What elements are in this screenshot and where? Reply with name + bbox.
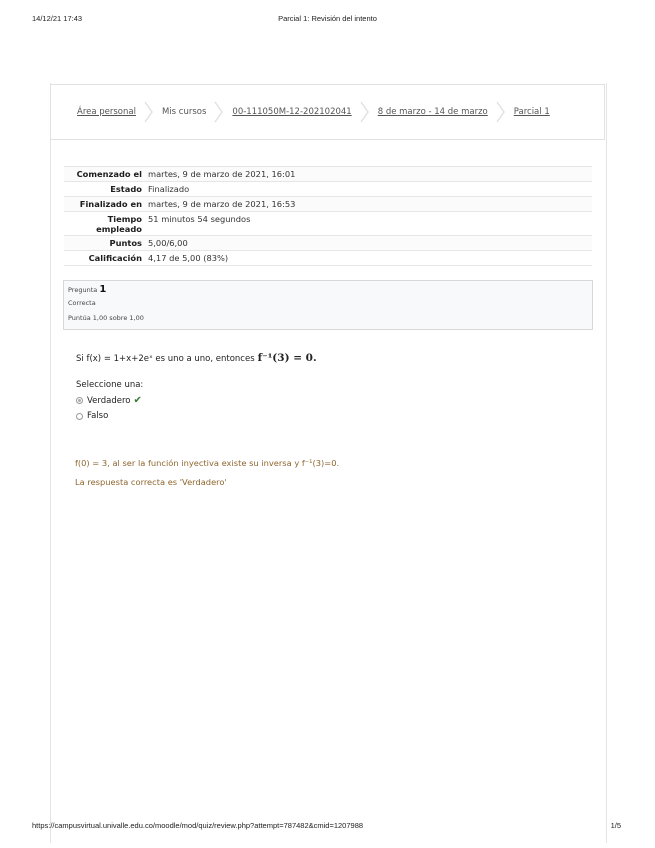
question-text	[76, 352, 317, 364]
breadcrumb-link[interactable]: 00-111050M-12-202102041	[232, 107, 352, 117]
check-icon: ✔	[133, 395, 142, 406]
right-answer: La respuesta correcta es 'Verdadero'	[75, 477, 227, 487]
summary-value: martes, 9 de marzo de 2021, 16:01	[148, 169, 296, 179]
print-page-number: 1/5	[610, 821, 621, 830]
summary-label: Finalizado en	[79, 199, 142, 209]
print-datetime: 14/12/21 17:43	[32, 14, 83, 23]
summary-label: Calificación	[88, 253, 142, 263]
chevron-right-icon	[496, 101, 506, 123]
answer-option-true[interactable]	[76, 395, 317, 406]
summary-row-finished	[64, 196, 592, 211]
summary-label: Puntos	[109, 238, 142, 248]
breadcrumb-item-week[interactable]	[378, 107, 488, 117]
select-label: Seleccione una:	[76, 380, 144, 390]
breadcrumb	[50, 84, 605, 140]
summary-row-started	[64, 166, 592, 181]
question-state: Correcta	[68, 299, 96, 307]
summary-value: 4,17 de 5,00 (83%)	[148, 253, 229, 263]
print-url: https://campusvirtual.univalle.edu.co/moodle/mod/quiz/review.php?attempt=787482&cmid=1207988	[32, 821, 364, 830]
breadcrumb-link[interactable]: 8 de marzo - 14 de marzo	[377, 107, 488, 117]
general-feedback: f(0) = 3, al ser la función inyectiva existe su inversa y f⁻¹(3)=0.	[75, 458, 340, 468]
summary-label: Estado	[110, 184, 142, 194]
question-number-label: Pregunta	[68, 286, 98, 294]
answer-option-false[interactable]	[76, 411, 317, 421]
summary-row-state	[64, 181, 592, 196]
chevron-right-icon	[144, 101, 154, 123]
breadcrumb-item-quiz[interactable]	[514, 107, 550, 117]
feedback-section	[75, 458, 339, 496]
print-header	[0, 14, 655, 30]
question-number	[68, 284, 588, 296]
breadcrumb-text: Mis cursos	[161, 107, 207, 117]
question-math: f⁻¹(3) = 0.	[257, 352, 317, 364]
radio-button[interactable]	[76, 413, 83, 420]
summary-value: martes, 9 de marzo de 2021, 16:53	[148, 199, 296, 209]
summary-value: 5,00/6,00	[148, 238, 188, 248]
radio-button[interactable]	[76, 397, 83, 404]
option-label: Falso	[87, 411, 109, 421]
attempt-summary-table	[64, 166, 592, 266]
question-text-body: Si f(x) = 1+x+2eˣ es uno a uno, entonces	[76, 354, 255, 364]
summary-value: 51 minutos 54 segundos	[148, 214, 251, 224]
question-content	[76, 352, 317, 421]
print-title: Parcial 1: Revisión del intento	[278, 14, 377, 23]
question-info-box	[63, 280, 593, 330]
summary-label: Comenzado el	[76, 169, 142, 179]
breadcrumb-link[interactable]: Parcial 1	[513, 107, 550, 117]
breadcrumb-link[interactable]: Área personal	[77, 107, 136, 117]
question-mark: Puntúa 1,00 sobre 1,00	[68, 314, 144, 322]
breadcrumb-item-area-personal[interactable]	[77, 107, 136, 117]
summary-row-points	[64, 235, 592, 250]
summary-row-time	[64, 211, 592, 235]
summary-label: Tiempo empleado	[96, 214, 142, 234]
print-footer	[0, 821, 655, 837]
question-number-value: 1	[99, 284, 107, 295]
chevron-right-icon	[214, 101, 224, 123]
chevron-right-icon	[360, 101, 370, 123]
breadcrumb-item-course[interactable]	[232, 107, 351, 117]
option-label: Verdadero	[87, 395, 131, 406]
summary-row-grade	[64, 250, 592, 266]
summary-value: Finalizado	[148, 184, 190, 194]
breadcrumb-item-mis-cursos	[162, 107, 206, 117]
